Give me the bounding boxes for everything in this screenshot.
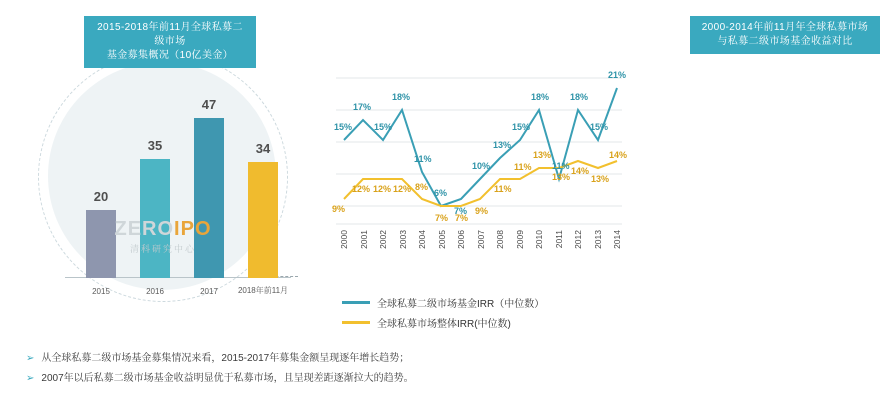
x-tick-label: 2012	[573, 230, 583, 249]
point-label-blue: 15%	[334, 122, 353, 132]
x-tick-label: 2013	[593, 230, 603, 249]
legend-swatch-blue	[342, 301, 370, 304]
watermark-logo-right: IPO	[174, 218, 212, 240]
bar-item	[140, 138, 170, 296]
x-tick-label: 2002	[378, 230, 388, 249]
x-tick-label: 2010	[534, 230, 544, 249]
x-tick-label: 2006	[456, 230, 466, 249]
x-tick-label: 2007	[476, 230, 486, 249]
bar-category-label: 2018年前11月	[237, 286, 289, 295]
x-tick-label: 2008	[495, 230, 505, 249]
note-text: 从全球私募二级市场基金募集情况来看，2015-2017年募集金额呈现逐年增长趋势；	[41, 353, 410, 364]
point-label-yellow: 7%	[455, 213, 469, 223]
point-label-yellow: 11%	[494, 184, 512, 194]
x-tick-label: 2004	[417, 230, 427, 249]
x-tick-label: 2014	[612, 230, 622, 249]
point-label-yellow: 12%	[393, 184, 412, 194]
point-label-yellow: 14%	[609, 150, 628, 160]
legend-item	[342, 315, 622, 330]
bar-category-label: 2015	[92, 287, 110, 296]
bar-value-label: 20	[93, 189, 109, 204]
legend-label: 全球私募市场整体IRR(中位数)	[377, 319, 511, 330]
x-tick-label: 2001	[359, 230, 369, 249]
bar-rect	[140, 159, 170, 278]
arrow-icon: ➢	[26, 373, 35, 384]
point-label-yellow: 13%	[591, 174, 610, 184]
point-label-blue: 15%	[512, 122, 531, 132]
bar-value-label: 34	[255, 141, 271, 156]
point-label-yellow: 13%	[533, 150, 552, 160]
watermark-subtitle: 清科研究中心	[129, 244, 196, 254]
x-tick-label: 2005	[437, 230, 447, 249]
bar-rect	[194, 118, 224, 278]
right-chart-title: 2000-2014年前11月年全球私募市场 与私募二级市场基金收益对比	[690, 16, 880, 54]
bar-rect	[86, 210, 116, 278]
watermark-logo-left: ZERO	[114, 218, 175, 240]
legend-swatch-yellow	[342, 321, 370, 324]
bar-category-label: 2017	[200, 287, 218, 296]
point-label-yellow: 11%	[514, 162, 532, 172]
point-label-blue: 13%	[493, 140, 512, 150]
bar-value-label: 47	[201, 97, 217, 112]
left-chart-title: 2015-2018年前11月全球私募二级市场 基金募集概况（10亿美金）	[84, 16, 256, 68]
bar-chart	[60, 70, 290, 300]
point-label-blue: 11%	[552, 161, 570, 171]
point-label-yellow: 12%	[373, 184, 392, 194]
point-label-yellow: 14%	[571, 166, 590, 176]
point-label-yellow: 9%	[475, 206, 489, 216]
arrow-icon: ➢	[26, 353, 35, 364]
line-chart	[330, 58, 630, 278]
point-label-blue: 17%	[353, 102, 372, 112]
bar-item	[237, 141, 289, 295]
point-label-blue: 21%	[608, 70, 627, 80]
note-item	[26, 352, 626, 366]
bar-category-label: 2016	[146, 287, 164, 296]
point-label-blue: 10%	[472, 161, 491, 171]
x-tick-label: 2000	[339, 230, 349, 249]
line-chart-legend	[342, 295, 622, 335]
point-label-yellow: 9%	[332, 204, 346, 214]
point-label-blue: 15%	[590, 122, 609, 132]
point-label-yellow: 8%	[415, 182, 429, 192]
point-label-blue: 11%	[414, 154, 432, 164]
point-label-blue: 18%	[570, 92, 589, 102]
point-label-blue: 18%	[392, 92, 411, 102]
left-chart-panel	[0, 0, 318, 345]
note-item	[26, 372, 626, 386]
x-tick-label: 2003	[398, 230, 408, 249]
x-tick-label: 2009	[515, 230, 525, 249]
point-label-yellow: 7%	[435, 213, 449, 223]
legend-label: 全球私募二级市场基金IRR（中位数）	[377, 299, 545, 310]
notes-list	[26, 352, 626, 392]
note-text: 2007年以后私募二级市场基金收益明显优于私募市场，且呈现差距逐渐拉大的趋势。	[41, 373, 414, 384]
point-label-blue: 18%	[531, 92, 550, 102]
point-label-blue: 15%	[374, 122, 393, 132]
bar-item	[194, 97, 224, 296]
point-label-yellow: 12%	[352, 184, 371, 194]
point-label-blue: 7%	[454, 206, 468, 216]
legend-item	[342, 295, 622, 310]
x-tick-label: 2011	[554, 230, 564, 249]
point-label-yellow: 13%	[552, 172, 571, 182]
bar-rect	[248, 162, 278, 278]
point-label-blue: 6%	[434, 188, 448, 198]
bar-value-label: 35	[147, 138, 163, 153]
bar-item	[86, 189, 116, 296]
